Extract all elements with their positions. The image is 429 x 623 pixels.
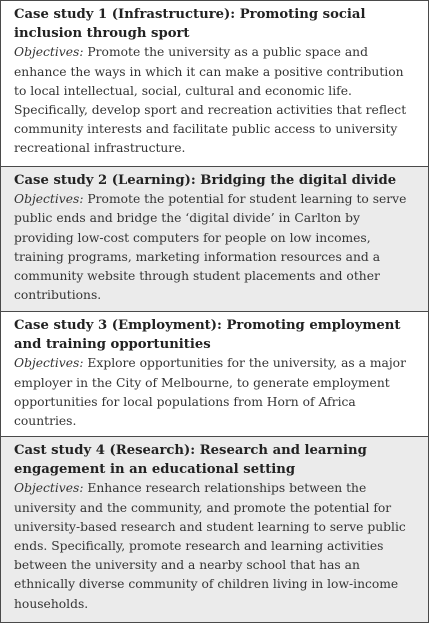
case-study-3-title: Case study 3 (Employment): Promoting employment and training opportunities	[14, 318, 401, 353]
case-study-1-objectives-text: Promote the university as a public space and enhance the ways in which it can make a positive contribution to local intellectual, social, cultural and economic life. Specifically, develop sport and recreation activities that reflect community interests and facilitate public access to university recreational infrastructure.	[14, 45, 407, 156]
objectives-label: Objectives:	[14, 481, 84, 496]
case-study-2	[1, 167, 428, 312]
case-study-4-objectives	[14, 479, 418, 613]
case-study-1	[1, 1, 428, 167]
case-study-1-title: Case study 1 (Infrastructure): Promoting social inclusion through sport	[14, 7, 366, 42]
case-study-4-objectives-text: Enhance research relationships between the university and the community, and promote the potential for university-based research and student learning to serve public ends. Specifically, promote research and learning activities between the university and a nearby school that has an ethnically diverse community of children living in low-income households.	[14, 481, 406, 611]
case-study-3-objectives	[14, 354, 418, 431]
case-study-1-objectives	[14, 43, 418, 158]
case-study-4	[1, 437, 428, 622]
case-study-4-title: Cast study 4 (Research): Research and learning engagement in an educational setting	[14, 443, 367, 478]
objectives-label: Objectives:	[14, 45, 84, 60]
case-study-3	[1, 312, 428, 437]
objectives-label: Objectives:	[14, 192, 84, 207]
case-study-2-objectives	[14, 190, 418, 305]
case-study-2-title: Case study 2 (Learning): Bridging the digital divide	[14, 173, 397, 188]
objectives-label: Objectives:	[14, 356, 84, 371]
case-study-3-objectives-text: Explore opportunities for the university, as a major employer in the City of Melbourne, to generate employment opportunities for local populations from Horn of Africa countries.	[14, 356, 406, 429]
case-study-2-objectives-text: Promote the potential for student learning to serve public ends and bridge the ‘digital divide’ in Carlton by providing low-cost computers for people on low incomes, training programs, marketing information resources and a community website through student placements and other contributions.	[14, 192, 407, 303]
